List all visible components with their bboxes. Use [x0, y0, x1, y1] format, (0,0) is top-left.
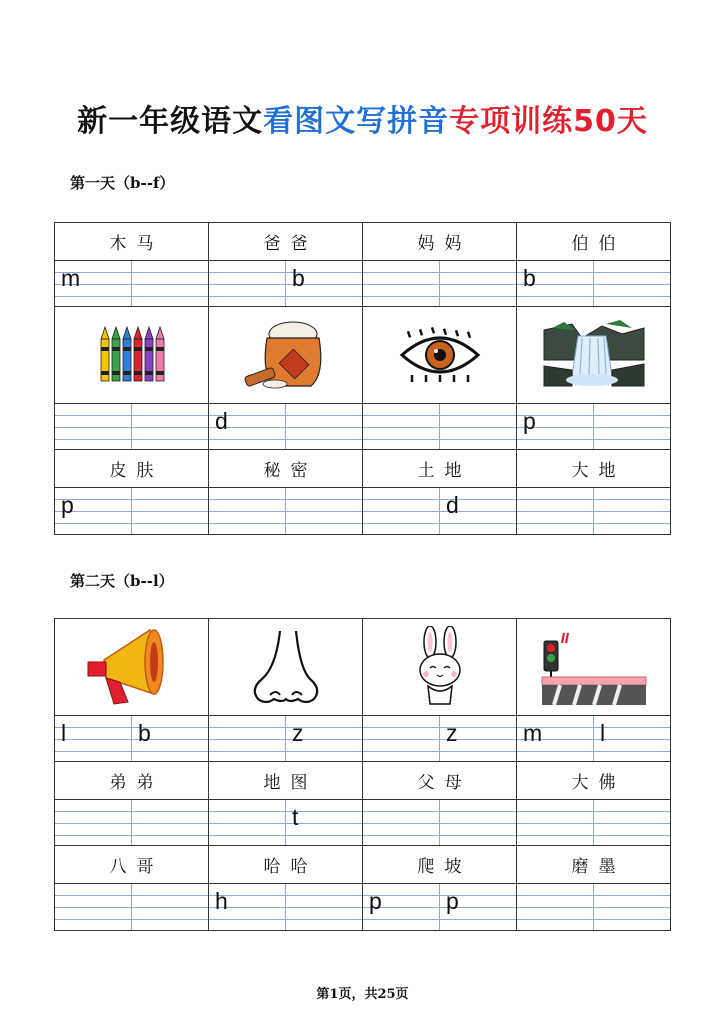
word-cell: 爸爸	[209, 223, 363, 260]
pinyin-half-box[interactable]	[132, 884, 208, 930]
pinyin-writing-cell[interactable]	[517, 488, 670, 534]
word-cell: 土地	[363, 450, 517, 487]
pinyin-half-box[interactable]	[517, 488, 594, 534]
pinyin-writing-cell[interactable]	[209, 404, 363, 449]
word-cell: 伯伯	[571, 234, 626, 254]
pinyin-initial: d	[215, 408, 228, 434]
pinyin-half-box[interactable]	[363, 800, 440, 845]
pinyin-half-box[interactable]	[594, 800, 670, 845]
word-cell: 地图	[209, 762, 363, 799]
pinyin-half-box[interactable]	[594, 488, 670, 534]
pinyin-row	[55, 884, 670, 930]
pinyin-writing-cell[interactable]	[517, 404, 670, 449]
pinyin-half-box[interactable]	[209, 884, 286, 930]
pinyin-half-box[interactable]	[209, 404, 286, 449]
pinyin-half-box[interactable]	[132, 404, 208, 449]
word-cell: 皮肤	[55, 450, 209, 487]
word-cell: 秘密	[209, 450, 363, 487]
day1-heading: 第一天（b--f）	[70, 174, 175, 192]
pinyin-writing-cell[interactable]	[55, 800, 209, 845]
picture-row	[55, 307, 670, 404]
pinyin-half-box[interactable]	[132, 716, 208, 761]
word-cell: 哈哈	[209, 846, 363, 883]
pinyin-initial: b	[292, 265, 305, 291]
pinyin-half-box[interactable]	[440, 404, 516, 449]
pinyin-half-box[interactable]	[594, 884, 670, 930]
pinyin-initial: z	[446, 720, 458, 746]
word-cell: 妈妈	[363, 223, 517, 260]
pinyin-writing-cell[interactable]	[209, 716, 363, 761]
pinyin-half-box[interactable]	[209, 800, 286, 845]
pinyin-half-box[interactable]	[55, 884, 132, 930]
pinyin-half-box[interactable]	[286, 261, 362, 306]
word-cell: 大地	[571, 461, 626, 481]
word-row	[55, 762, 670, 800]
pinyin-half-box[interactable]	[209, 261, 286, 306]
pinyin-half-box[interactable]	[440, 884, 516, 930]
word-cell: 木马	[55, 223, 209, 260]
pinyin-writing-cell[interactable]	[517, 261, 670, 306]
pinyin-half-box[interactable]	[286, 884, 362, 930]
pinyin-half-box[interactable]	[55, 488, 132, 534]
pinyin-half-box[interactable]	[286, 716, 362, 761]
pinyin-half-box[interactable]	[440, 716, 516, 761]
pinyin-half-box[interactable]	[440, 488, 516, 534]
pinyin-writing-cell[interactable]	[55, 716, 209, 761]
pinyin-writing-cell[interactable]	[363, 800, 517, 845]
word-cell: 大佛	[571, 773, 626, 793]
pinyin-half-box[interactable]	[132, 261, 208, 306]
word-cell: 八哥	[55, 846, 209, 883]
pinyin-half-box[interactable]	[517, 716, 594, 761]
pinyin-initial: p	[523, 408, 536, 434]
day2-grid	[54, 618, 671, 931]
pinyin-half-box[interactable]	[55, 800, 132, 845]
page-title	[0, 96, 725, 140]
pinyin-half-box[interactable]	[286, 404, 362, 449]
pinyin-half-box[interactable]	[132, 800, 208, 845]
traffic-light-image	[517, 619, 670, 715]
pinyin-half-box[interactable]	[594, 261, 670, 306]
waterfall-image	[517, 307, 670, 403]
pinyin-writing-cell[interactable]	[517, 716, 670, 761]
pinyin-initial: m	[61, 265, 81, 291]
crayons-image	[55, 307, 209, 403]
pinyin-half-box[interactable]	[594, 716, 670, 761]
pinyin-initial: p	[61, 492, 74, 518]
title-part-1: 新一年级语文	[77, 104, 264, 139]
word-row	[55, 846, 670, 884]
pinyin-half-box[interactable]	[517, 800, 594, 845]
word-row	[55, 450, 670, 488]
pinyin-half-box[interactable]	[363, 488, 440, 534]
eye-image	[363, 307, 517, 403]
word-cell: 爬坡	[363, 846, 517, 883]
title-part-2: 看图文写拼音	[263, 104, 450, 139]
pinyin-initial: b	[138, 720, 151, 746]
pinyin-initial: l	[600, 720, 606, 746]
rabbit-image	[363, 619, 517, 715]
pinyin-writing-cell[interactable]	[55, 261, 209, 306]
pinyin-initial: p	[446, 888, 459, 914]
pinyin-writing-cell[interactable]	[55, 404, 209, 449]
pinyin-half-box[interactable]	[286, 800, 362, 845]
pinyin-initial: l	[61, 720, 67, 746]
pinyin-half-box[interactable]	[209, 488, 286, 534]
pinyin-row	[55, 800, 670, 846]
pinyin-half-box[interactable]	[55, 404, 132, 449]
pinyin-half-box[interactable]	[440, 261, 516, 306]
pinyin-initial: t	[292, 804, 299, 830]
pinyin-initial: d	[446, 492, 459, 518]
pinyin-row	[55, 716, 670, 762]
pinyin-half-box[interactable]	[363, 261, 440, 306]
pinyin-row	[55, 404, 670, 450]
pinyin-half-box[interactable]	[363, 404, 440, 449]
pinyin-initial: z	[292, 720, 304, 746]
word-cell: 磨墨	[571, 857, 626, 877]
megaphone-image	[55, 619, 209, 715]
pinyin-writing-cell[interactable]	[209, 261, 363, 306]
pinyin-half-box[interactable]	[517, 884, 594, 930]
pinyin-writing-cell[interactable]	[363, 261, 517, 306]
pinyin-half-box[interactable]	[286, 488, 362, 534]
pinyin-writing-cell[interactable]	[517, 800, 670, 845]
pinyin-half-box[interactable]	[363, 884, 440, 930]
pinyin-writing-cell[interactable]	[55, 884, 209, 930]
pinyin-writing-cell[interactable]	[209, 488, 363, 534]
pinyin-half-box[interactable]	[440, 800, 516, 845]
pinyin-initial: m	[523, 720, 543, 746]
word-cell: 弟弟	[55, 762, 209, 799]
pinyin-initial: p	[369, 888, 382, 914]
pinyin-half-box[interactable]	[132, 488, 208, 534]
nose-image	[209, 619, 363, 715]
pinyin-row	[55, 261, 670, 307]
pinyin-writing-cell[interactable]	[363, 884, 517, 930]
pinyin-writing-cell[interactable]	[55, 488, 209, 534]
pinyin-writing-cell[interactable]	[363, 404, 517, 449]
word-cell: 父母	[363, 762, 517, 799]
rice-sack-image	[209, 307, 363, 403]
pinyin-half-box[interactable]	[517, 404, 594, 449]
pinyin-half-box[interactable]	[363, 716, 440, 761]
pinyin-half-box[interactable]	[55, 261, 132, 306]
pinyin-writing-cell[interactable]	[363, 488, 517, 534]
day1-grid	[54, 222, 671, 535]
pinyin-writing-cell[interactable]	[363, 716, 517, 761]
title-part-3: 专项训练50天	[449, 104, 648, 139]
pinyin-half-box[interactable]	[517, 261, 594, 306]
pinyin-writing-cell[interactable]	[209, 800, 363, 845]
pinyin-row	[55, 488, 670, 534]
picture-row	[55, 619, 670, 716]
page-footer: 第1页，共25页	[316, 987, 409, 1002]
pinyin-writing-cell[interactable]	[517, 884, 670, 930]
word-row	[55, 223, 670, 261]
day2-heading: 第二天（b--l）	[70, 572, 174, 590]
pinyin-half-box[interactable]	[209, 716, 286, 761]
pinyin-initial: h	[215, 888, 228, 914]
pinyin-writing-cell[interactable]	[209, 884, 363, 930]
pinyin-half-box[interactable]	[55, 716, 132, 761]
pinyin-initial: b	[523, 265, 536, 291]
pinyin-half-box[interactable]	[594, 404, 670, 449]
